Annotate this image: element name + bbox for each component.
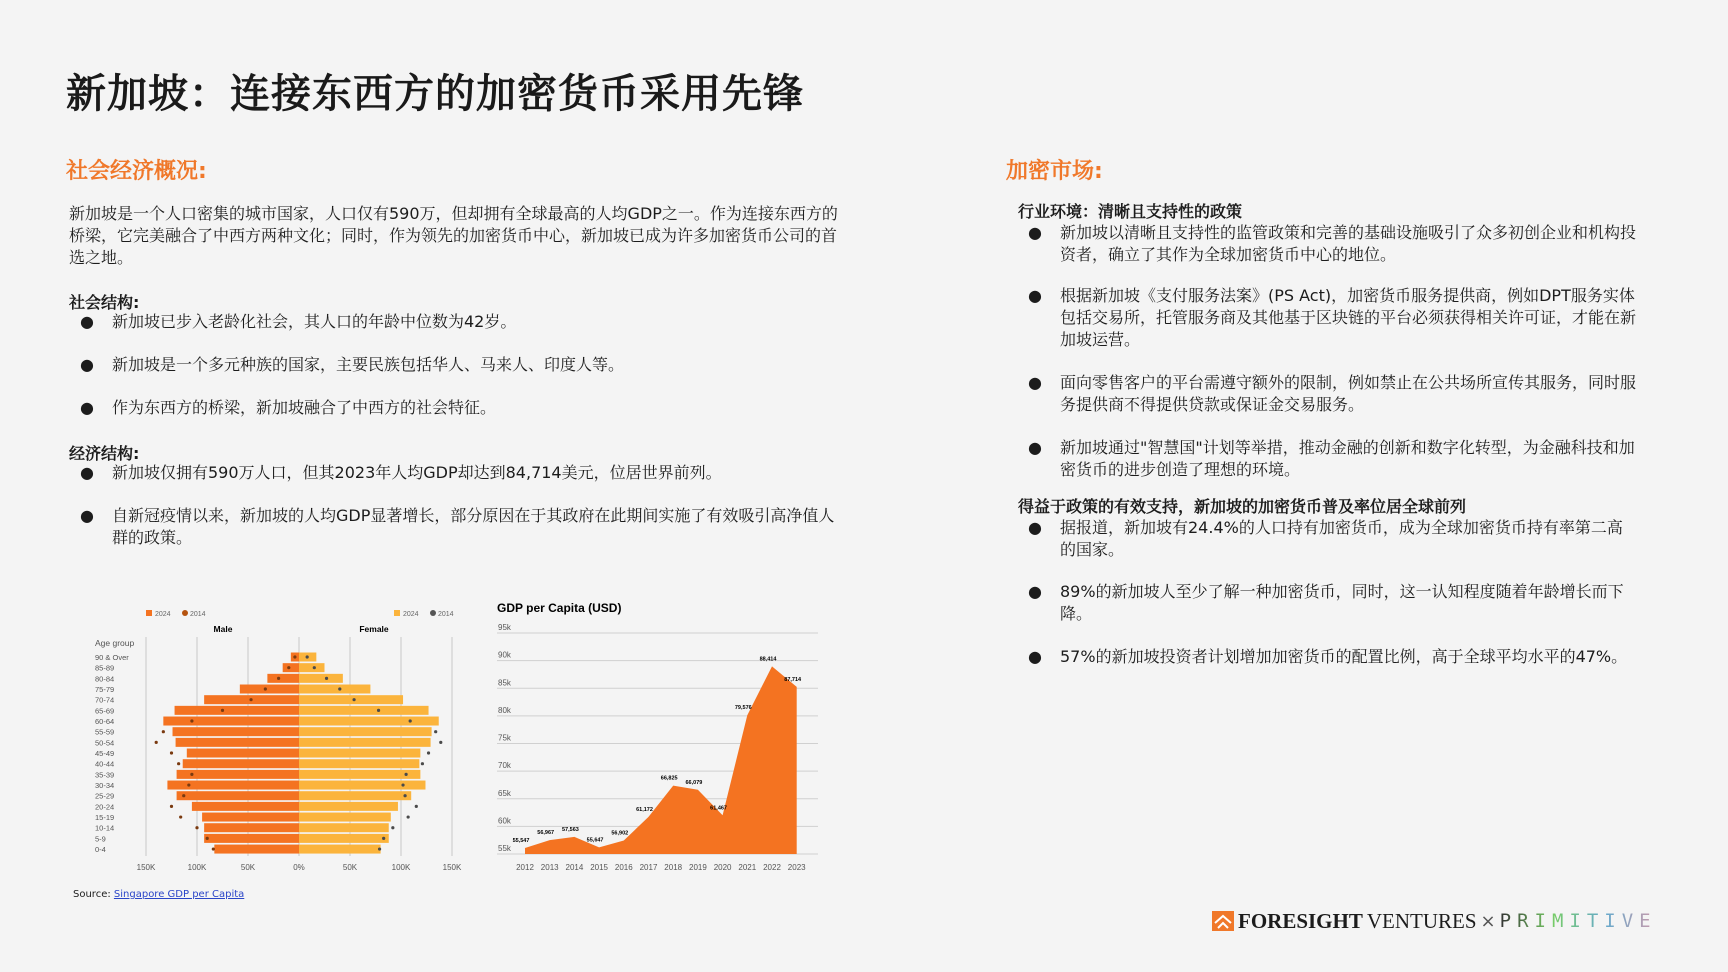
logo-foresight: FORESIGHT: [1238, 908, 1363, 933]
x-tick-label: 50K: [240, 863, 256, 872]
male-2014-dot: [287, 666, 290, 669]
bullet-text: 57%的新加坡投资者计划增加加密货币的配置比例，高于全球平均水平的47%。: [1060, 647, 1628, 666]
y-tick-label: 75k: [498, 733, 511, 743]
female-2014-dot: [325, 677, 328, 680]
male-2024-bar: [167, 781, 299, 790]
age-group-label: 0-4: [95, 845, 106, 855]
gdp-data-label: 55,647: [586, 837, 604, 844]
y-tick-label: 90k: [498, 650, 511, 660]
gdp-data-label: 61,172: [636, 806, 653, 813]
age-group-label: 50-54: [95, 738, 115, 748]
source-note: [73, 889, 244, 900]
female-2024-bar: [299, 706, 429, 715]
source-label: Source:: [73, 889, 114, 900]
x-tick-label: 2023: [787, 863, 806, 872]
age-group-label: 5-9: [95, 834, 106, 844]
male-2014-dot: [277, 677, 280, 680]
foresight-logo-icon: [1212, 911, 1234, 931]
male-2014-dot: [179, 815, 182, 818]
gdp-data-label: 88,414: [759, 656, 777, 663]
male-2014-dot: [264, 687, 267, 690]
male-2024-bar: [183, 759, 299, 768]
bullet-text: 面向零售客户的平台需遵守额外的限制，例如禁止在公共场所宣传其服务，同时服务提供商不得提供贷款或保证金交易服务。: [1060, 373, 1637, 414]
male-2024-bar: [187, 749, 299, 758]
male-2024-bar: [176, 738, 299, 747]
female-2024-bar: [299, 727, 432, 736]
gdp-data-label: 66,825: [660, 775, 678, 782]
legend-female-2024-swatch: [394, 610, 400, 616]
male-2024-bar: [192, 802, 299, 811]
bullet-text: 作为东西方的桥梁，新加坡融合了中西方的社会特征。: [112, 398, 497, 417]
x-tick-label: 2012: [516, 863, 534, 872]
female-2014-dot: [403, 794, 406, 797]
female-2014-dot: [415, 805, 418, 808]
female-2024-bar: [299, 823, 389, 832]
male-2024-bar: [177, 791, 299, 800]
female-2024-bar: [299, 738, 431, 747]
gdp-data-label: 55,547: [512, 837, 530, 844]
gdp-data-label: 87,714: [784, 676, 802, 683]
legend-male-2014-dot: [182, 610, 188, 616]
bullet-icon: ●: [80, 398, 94, 417]
bullet-icon: ●: [1028, 286, 1042, 305]
bullet-icon: ●: [1028, 223, 1042, 242]
x-tick-label: 2014: [565, 863, 584, 872]
female-2024-bar: [299, 685, 370, 694]
age-group-label: 70-74: [95, 695, 115, 705]
female-2014-dot: [427, 751, 430, 754]
male-2014-dot: [187, 783, 190, 786]
age-group-label: 20-24: [95, 802, 115, 812]
legend-label: 2014: [190, 611, 206, 618]
female-2014-dot: [407, 815, 410, 818]
male-2024-bar: [204, 834, 299, 843]
male-2024-bar: [163, 717, 299, 726]
bullet-icon: ●: [1028, 373, 1042, 392]
x-tick-label: 150K: [136, 863, 156, 872]
female-2014-dot: [421, 762, 424, 765]
intro-paragraph: 新加坡是一个人口密集的城市国家，人口仅有590万，但却拥有全球最高的人均GDP之一。作为连接东西方的桥梁，它完美融合了中西方两种文化；同时，作为领先的加密货币中心，新加坡已成为许多加密货币公司的首选之地。: [69, 204, 838, 267]
legend-female-2014-dot: [430, 610, 436, 616]
y-tick-label: 60k: [498, 816, 511, 826]
y-tick-label: 80k: [498, 705, 511, 715]
legend-label: 2024: [155, 611, 171, 618]
bullet-text: 新加坡是一个多元种族的国家，主要民族包括华人、马来人、印度人等。: [112, 355, 625, 374]
x-tick-label: 2015: [590, 863, 608, 872]
female-2014-dot: [401, 783, 404, 786]
male-2024-bar: [204, 823, 299, 832]
male-2014-dot: [249, 698, 252, 701]
male-2014-dot: [206, 837, 209, 840]
bullet-text: 据报道，新加坡有24.4%的人口持有加密货币，成为全球加密货币持有率第二高的国家。: [1060, 518, 1623, 559]
bullet-text: 新加坡已步入老龄化社会，其人口的年龄中位数为42岁。: [112, 312, 517, 331]
page-title: 新加坡：连接东西方的加密货币采用先锋: [66, 71, 804, 117]
bullet-text: 新加坡仅拥有590万人口，但其2023年人均GDP却达到84,714美元，位居世界前列。: [112, 463, 722, 482]
male-2014-dot: [170, 805, 173, 808]
socioeconomic-heading: 社会经济概况:: [66, 159, 207, 184]
x-tick-label: 2022: [763, 863, 781, 872]
x-tick-label: 50K: [342, 863, 358, 872]
male-2014-dot: [177, 762, 180, 765]
female-2014-dot: [391, 826, 394, 829]
female-2014-dot: [313, 666, 316, 669]
x-tick-label: 150K: [442, 863, 462, 872]
age-group-label: 30-34: [95, 781, 115, 791]
logo-primitive: PRIMITIVE: [1499, 910, 1657, 932]
x-tick-label: 2018: [664, 863, 683, 872]
economic-structure-heading: 经济结构:: [69, 444, 140, 463]
x-tick-label: 2021: [738, 863, 757, 872]
male-2024-bar: [283, 663, 299, 672]
gdp-chart-title: GDP per Capita (USD): [497, 601, 622, 615]
male-2024-bar: [202, 813, 299, 822]
x-tick-label: 100K: [187, 863, 207, 872]
y-tick-label: 65k: [498, 788, 511, 798]
bullet-icon: ●: [1028, 518, 1042, 537]
logo-separator: ×: [1480, 910, 1496, 932]
female-2024-bar: [299, 845, 381, 854]
crypto-market-heading: 加密市场:: [1006, 159, 1103, 184]
y-axis-title: Age group: [95, 638, 135, 648]
age-group-label: 75-79: [95, 685, 115, 695]
male-2014-dot: [170, 751, 173, 754]
female-2024-bar: [299, 834, 389, 843]
y-tick-label: 95k: [498, 623, 511, 632]
male-2014-dot: [182, 794, 185, 797]
legend-label: 2024: [403, 611, 419, 618]
legend-label: 2014: [438, 611, 454, 618]
bullet-icon: ●: [80, 355, 94, 374]
age-group-label: 45-49: [95, 749, 115, 759]
gdp-data-label: 57,563: [561, 826, 579, 833]
social-structure-heading: 社会结构:: [69, 293, 140, 312]
logo: [1212, 906, 1657, 936]
gdp-data-label: 56,967: [537, 830, 555, 837]
age-group-label: 90 & Over: [95, 653, 129, 662]
female-2024-bar: [299, 770, 420, 779]
male-2014-dot: [195, 826, 198, 829]
bullet-text: 89%的新加坡人至少了解一种加密货币，同时，这一认知程度随着年龄增长而下降。: [1060, 582, 1624, 623]
gdp-data-label: 56,902: [611, 830, 629, 837]
x-tick-label: 2016: [614, 863, 633, 872]
age-group-label: 15-19: [95, 813, 115, 823]
female-2024-bar: [299, 791, 411, 800]
bullet-icon: ●: [80, 312, 94, 331]
female-title: Female: [359, 624, 389, 634]
x-tick-label: 2020: [713, 863, 732, 872]
female-2024-bar: [299, 674, 343, 683]
adoption-heading: 得益于政策的有效支持，新加坡的加密货币普及率位居全球前列: [1018, 497, 1467, 516]
female-2014-dot: [405, 773, 408, 776]
legend-male-2024-swatch: [146, 610, 152, 616]
male-2014-dot: [155, 741, 158, 744]
female-2014-dot: [409, 719, 412, 722]
male-2014-dot: [190, 719, 193, 722]
bullet-text: 新加坡以清晰且支持性的监管政策和完善的基础设施吸引了众多初创企业和机构投资者，确立了其作为全球加密货币中心的地位。: [1060, 223, 1637, 264]
age-group-label: 55-59: [95, 727, 115, 737]
y-tick-label: 70k: [498, 761, 511, 771]
male-2014-dot: [293, 655, 296, 658]
x-tick-label: 0%: [293, 863, 305, 872]
age-group-label: 25-29: [95, 791, 115, 801]
female-2024-bar: [299, 813, 391, 822]
male-2024-bar: [214, 845, 299, 854]
bullet-icon: ●: [1028, 582, 1042, 601]
bullet-icon: ●: [1028, 647, 1042, 666]
female-2024-bar: [299, 695, 403, 704]
female-2024-bar: [299, 749, 420, 758]
male-title: Male: [213, 624, 233, 634]
industry-env-heading: 行业环境：清晰且支持性的政策: [1018, 202, 1243, 221]
age-group-label: 65-69: [95, 706, 115, 716]
male-2014-dot: [221, 709, 224, 712]
logo-ventures: VENTURES: [1366, 908, 1477, 933]
female-2014-dot: [382, 837, 385, 840]
female-2024-bar: [299, 802, 398, 811]
bullet-text: 自新冠疫情以来，新加坡的人均GDP显著增长，部分原因在于其政府在此期间实施了有效吸引高净值人群的政策。: [112, 506, 835, 547]
age-group-label: 85-89: [95, 663, 115, 673]
male-2024-bar: [267, 674, 299, 683]
gdp-data-label: 79,576: [734, 705, 752, 712]
age-group-label: 80-84: [95, 674, 115, 684]
male-2024-bar: [175, 706, 299, 715]
x-tick-label: 2019: [689, 863, 707, 872]
female-2014-dot: [338, 687, 341, 690]
age-group-label: 40-44: [95, 759, 115, 769]
female-2024-bar: [299, 717, 439, 726]
x-tick-label: 2017: [639, 863, 658, 872]
age-group-label: 10-14: [95, 823, 115, 833]
y-tick-label: 55k: [498, 844, 511, 853]
female-2024-bar: [299, 663, 325, 672]
female-2014-dot: [377, 709, 380, 712]
source-link[interactable]: Singapore GDP per Capita: [113, 889, 245, 900]
bullet-icon: ●: [80, 506, 94, 525]
bullet-icon: ●: [1028, 438, 1042, 457]
bullet-text: 新加坡通过"智慧国"计划等举措，推动金融的创新和数字化转型，为金融科技和加密货币的进步创造了理想的环境。: [1060, 438, 1635, 479]
x-tick-label: 100K: [391, 863, 411, 872]
female-2014-dot: [306, 655, 309, 658]
gdp-data-label: 66,079: [685, 779, 703, 786]
age-group-label: 60-64: [95, 717, 115, 727]
female-2014-dot: [378, 847, 381, 850]
age-group-label: 35-39: [95, 770, 115, 780]
male-2014-dot: [162, 730, 165, 733]
male-2014-dot: [212, 847, 215, 850]
male-2014-dot: [190, 773, 193, 776]
female-2014-dot: [439, 741, 442, 744]
bullet-text: 根据新加坡《支付服务法案》(PS Act)，加密货币服务提供商，例如DPT服务实体包括交易所，托管服务商及其他基于区块链的平台必须获得相关许可证，才能在新加坡运营。: [1060, 286, 1637, 349]
bullet-icon: ●: [80, 463, 94, 482]
female-2024-bar: [299, 781, 425, 790]
y-tick-label: 85k: [498, 678, 511, 688]
female-2024-bar: [299, 759, 419, 768]
female-2014-dot: [352, 698, 355, 701]
male-2024-bar: [173, 727, 299, 736]
female-2014-dot: [434, 730, 437, 733]
gdp-data-label: 61,467: [710, 805, 728, 812]
male-2024-bar: [177, 770, 299, 779]
x-tick-label: 2013: [540, 863, 559, 872]
male-2024-bar: [240, 685, 299, 694]
